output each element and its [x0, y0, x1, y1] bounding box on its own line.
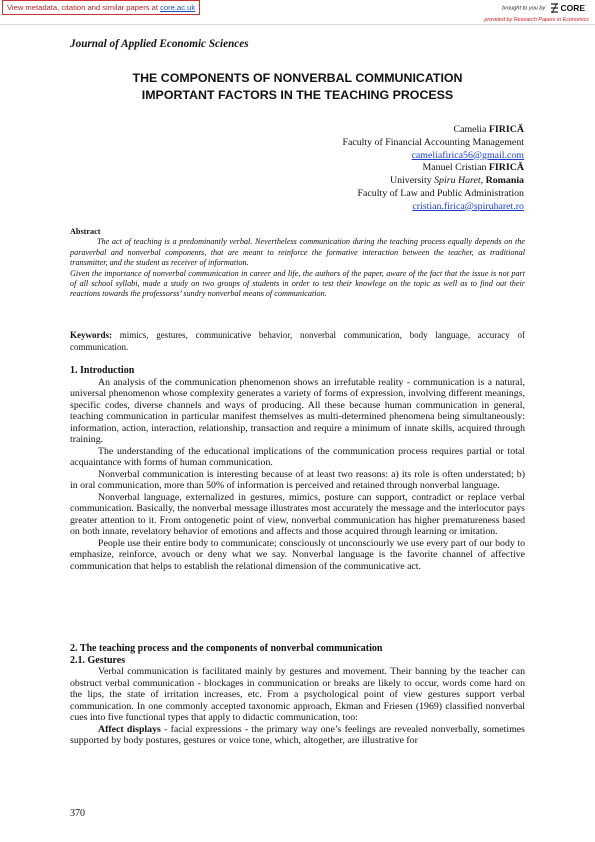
author-1-first: Camelia	[453, 124, 489, 135]
authors-block	[342, 124, 524, 214]
abstract	[70, 227, 525, 300]
intro-paragraph-2: The understanding of the educational implications of the communication process requires partial or total acquaintance with forms of human communication.	[70, 445, 525, 468]
gestures-paragraph-1: Verbal communication is facilitated mainly by gestures and movement. Their banning by the teacher can obstruct verbal communication - blockages in communication or breaks are likely to occur, words come hard on the lips, the state of irritation increases, etc. From a psychological point of view gestures support verbal communication. In one commonly accepted taxonomic approach, Ekman and Friesen (1969) classified nonverbal cues into five functional types that apply to didactic communication, too:	[70, 666, 525, 723]
metadata-link-box[interactable]	[2, 0, 200, 15]
brought-text: brought to you by	[502, 5, 546, 12]
author-2-affiliation: Faculty of Law and Public Administration	[357, 187, 524, 199]
keywords	[70, 330, 525, 353]
title-line-1: THE COMPONENTS OF NONVERBAL COMMUNICATION	[132, 71, 463, 85]
abstract-paragraph-1: The act of teaching is a predominantly verbal. Nevertheless communication during the teaching process equally depends on the paraverbal and nonverbal components, that are meant to reinforce the formative interaction between the teacher, as traditional transmitter, and the student as receiver of information.	[70, 237, 525, 268]
affect-displays-term: Affect displays	[98, 723, 161, 735]
author-1	[342, 124, 524, 137]
core-banner	[0, 0, 595, 25]
core-link[interactable]: core.ac.uk	[160, 3, 196, 12]
univ-sep: ,	[480, 175, 486, 187]
univ-country: Romania	[485, 175, 524, 187]
section-introduction	[70, 365, 525, 572]
author-2-first: Manuel Cristian	[422, 162, 489, 174]
gestures-paragraph-2	[70, 724, 525, 747]
title-line-2: IMPORTANT FACTORS IN THE TEACHING PROCESS	[141, 88, 454, 102]
subsection-gestures-heading: 2.1. Gestures	[70, 654, 126, 666]
affect-displays-text: - facial expressions - the primary way one’s feelings are revealed nonverbally, sometimes supported by body postures, gestures or voice tone, which, altogether, are illustrative for	[70, 723, 525, 746]
author-1-email[interactable]: cameliafirica56@gmail.com	[411, 149, 524, 161]
brought-by[interactable]	[502, 2, 585, 14]
author-2	[342, 162, 524, 175]
section-2-heading: 2. The teaching process and the components of nonverbal communication	[70, 643, 383, 654]
core-logo-icon	[550, 2, 559, 14]
intro-paragraph-1: An analysis of the communication phenomenon shows an irrefutable reality - communication is a natural, universal phenomenon whose complexity generates a variety of forms of expression, involving different meanings, specific codes, diverse channels and ways of producing. All these because human communication in general, teaching communication in particular manifest themselves as multi-determined phenomena being simultaneously: information, action, interaction, relationship, transaction and require a minimum of innate skills, acquired through training.	[70, 376, 525, 445]
keywords-label: Keywords:	[70, 330, 112, 340]
abstract-heading: Abstract	[70, 227, 101, 236]
keywords-text: mimics, gestures, communicative behavior, nonverbal communication, body language, accuracy of communication.	[70, 330, 525, 352]
paper-title	[70, 70, 525, 104]
provider-text: provided by Research Papers in Economics	[484, 17, 589, 23]
core-label: CORE	[560, 3, 585, 13]
journal-name: Journal of Applied Economic Sciences	[70, 38, 249, 50]
author-2-email[interactable]: cristian.firica@spiruharet.ro	[412, 200, 524, 212]
author-2-last: FIRICĂ	[488, 162, 524, 174]
intro-paragraph-4: Nonverbal language, externalized in gestures, mimics, posture can support, contradict or replace verbal communication. Basically, the nonverbal message illustrates most accurately the message and the interlocutor pays greater attention to it. From ontogenetic point of view, nonverbal communication has higher prematureness based on both innate, revelatory behavior of emotions and affects and those acquired through learning or imitation.	[70, 491, 525, 537]
intro-paragraph-5: People use their entire body to communicate; consciously ot unconsciourly we use every part of our body to emphasize, reinforce, avouch or deny what we say. Nonverbal language is the favorite channel of affective communication that helps to establish the relational dimension of the communicative act.	[70, 537, 525, 572]
metadata-text: View metadata, citation and similar papers at	[7, 3, 161, 12]
intro-paragraph-3: Nonverbal communication is interesting because of at least two reasons: a) its role is often understated; b) in oral communication, more than 50% of information is perceived and retained through nonverbal language.	[70, 468, 525, 491]
page-number: 370	[70, 808, 85, 819]
author-1-last: FIRICĂ	[488, 124, 524, 135]
univ-prefix: University	[389, 175, 435, 187]
abstract-paragraph-2: Given the importance of nonverbal communication in career and life, the authors of the paper, aware of the fact that the issue is not part of all school syllabi, made a study on two groups of students in order to test their knowlege on the topic as well as to find out their reactions towards the professorss’ sundry nonverbal means of communication.	[70, 268, 525, 299]
section-1-heading: 1. Introduction	[70, 365, 135, 376]
author-1-affiliation: Faculty of Financial Accounting Management	[342, 136, 524, 148]
univ-name: Spiru Haret	[434, 175, 481, 187]
author-2-university	[342, 175, 524, 188]
section-teaching-process	[70, 643, 525, 747]
